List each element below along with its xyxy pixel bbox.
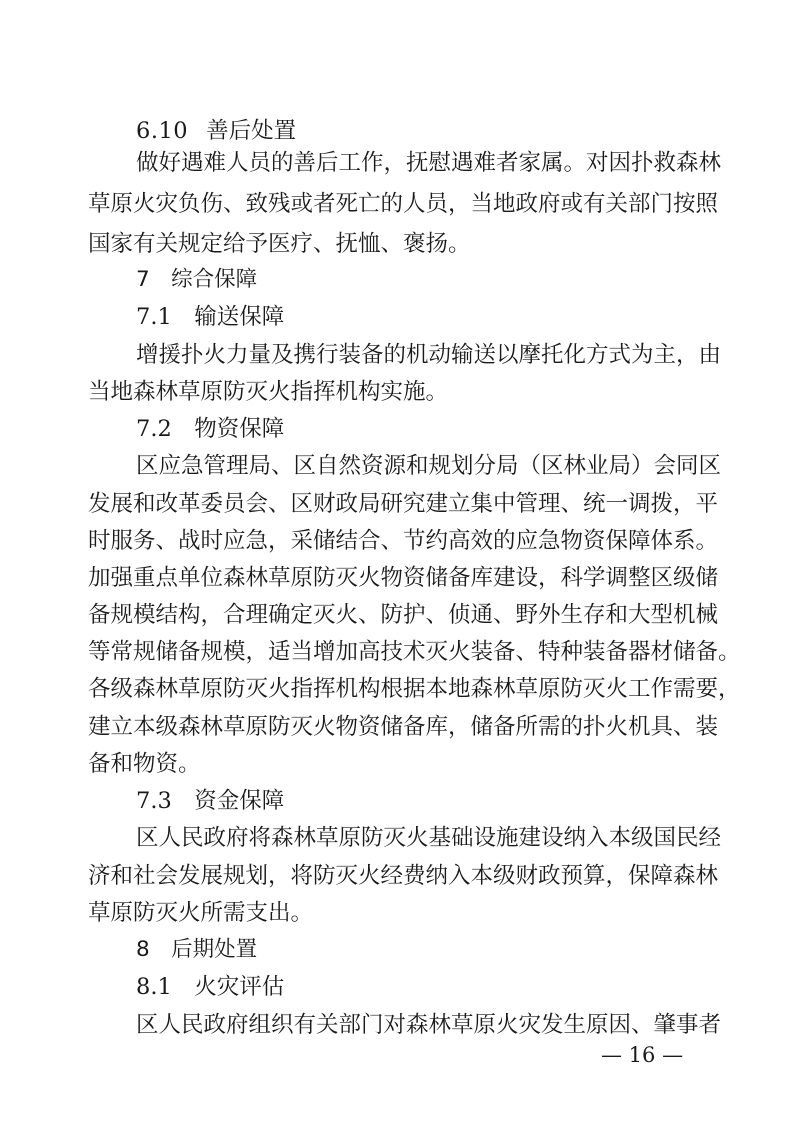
paragraph-line: 国家有关规定给予医疗、抚恤、褒扬。	[88, 231, 471, 257]
section-7-2-heading: 7.2 物资保障	[136, 416, 285, 442]
section-6-10-number: 6.10	[136, 118, 189, 144]
paragraph-line: 济和社会发展规划，将防灭火经费纳入本级财政预算，保障森林	[88, 863, 719, 889]
paragraph-line: 备和物资。	[88, 751, 201, 777]
paragraph-line: 发展和改革委员会、区财政局研究建立集中管理、统一调拨，平	[88, 491, 719, 517]
section-8-1-heading: 8.1 火灾评估	[136, 974, 285, 1000]
section-6-10-heading	[136, 116, 296, 146]
paragraph-line: 做好遇难人员的善后工作，抚慰遇难者家属。对因扑救森林	[136, 150, 722, 176]
paragraph-line: 草原火灾负伤、致残或者死亡的人员，当地政府或有关部门按照	[88, 191, 719, 217]
page-number: — 16 —	[601, 1043, 684, 1067]
paragraph-line: 加强重点单位森林草原防灭火物资储备库建设，科学调整区级储	[88, 565, 719, 591]
paragraph-line: 各级森林草原防灭火指挥机构根据本地森林草原防灭火工作需要，	[88, 676, 741, 702]
paragraph-line: 草原防灭火所需支出。	[88, 900, 314, 926]
paragraph-line: 增援扑火力量及携行装备的机动输送以摩托化方式为主，由	[136, 342, 722, 368]
section-7-1-heading: 7.1 输送保障	[136, 304, 285, 330]
paragraph-line: 区人民政府将森林草原防灭火基础设施建设纳入本级国民经	[136, 825, 722, 851]
paragraph-line: 等常规储备规模，适当增加高技术灭火装备、特种装备器材储备。	[88, 639, 741, 665]
paragraph-line: 时服务、战时应急，采储结合、节约高效的应急物资保障体系。	[88, 528, 719, 554]
paragraph-line: 区人民政府组织有关部门对森林草原火灾发生原因、肇事者	[136, 1012, 722, 1038]
section-7-heading: 7 综合保障	[136, 267, 258, 292]
paragraph-line: 区应急管理局、区自然资源和规划分局（区林业局）会同区	[136, 453, 722, 479]
paragraph-line: 建立本级森林草原防灭火物资储备库，储备所需的扑火机具、装	[88, 714, 719, 740]
section-6-10-title: 善后处置	[206, 118, 297, 144]
section-8-heading: 8 后期处置	[136, 937, 258, 962]
paragraph-line: 备规模结构，合理确定灭火、防护、侦通、野外生存和大型机械	[88, 602, 719, 628]
paragraph-line: 当地森林草原防灭火指挥机构实施。	[88, 379, 449, 405]
section-7-3-heading: 7.3 资金保障	[136, 788, 285, 814]
